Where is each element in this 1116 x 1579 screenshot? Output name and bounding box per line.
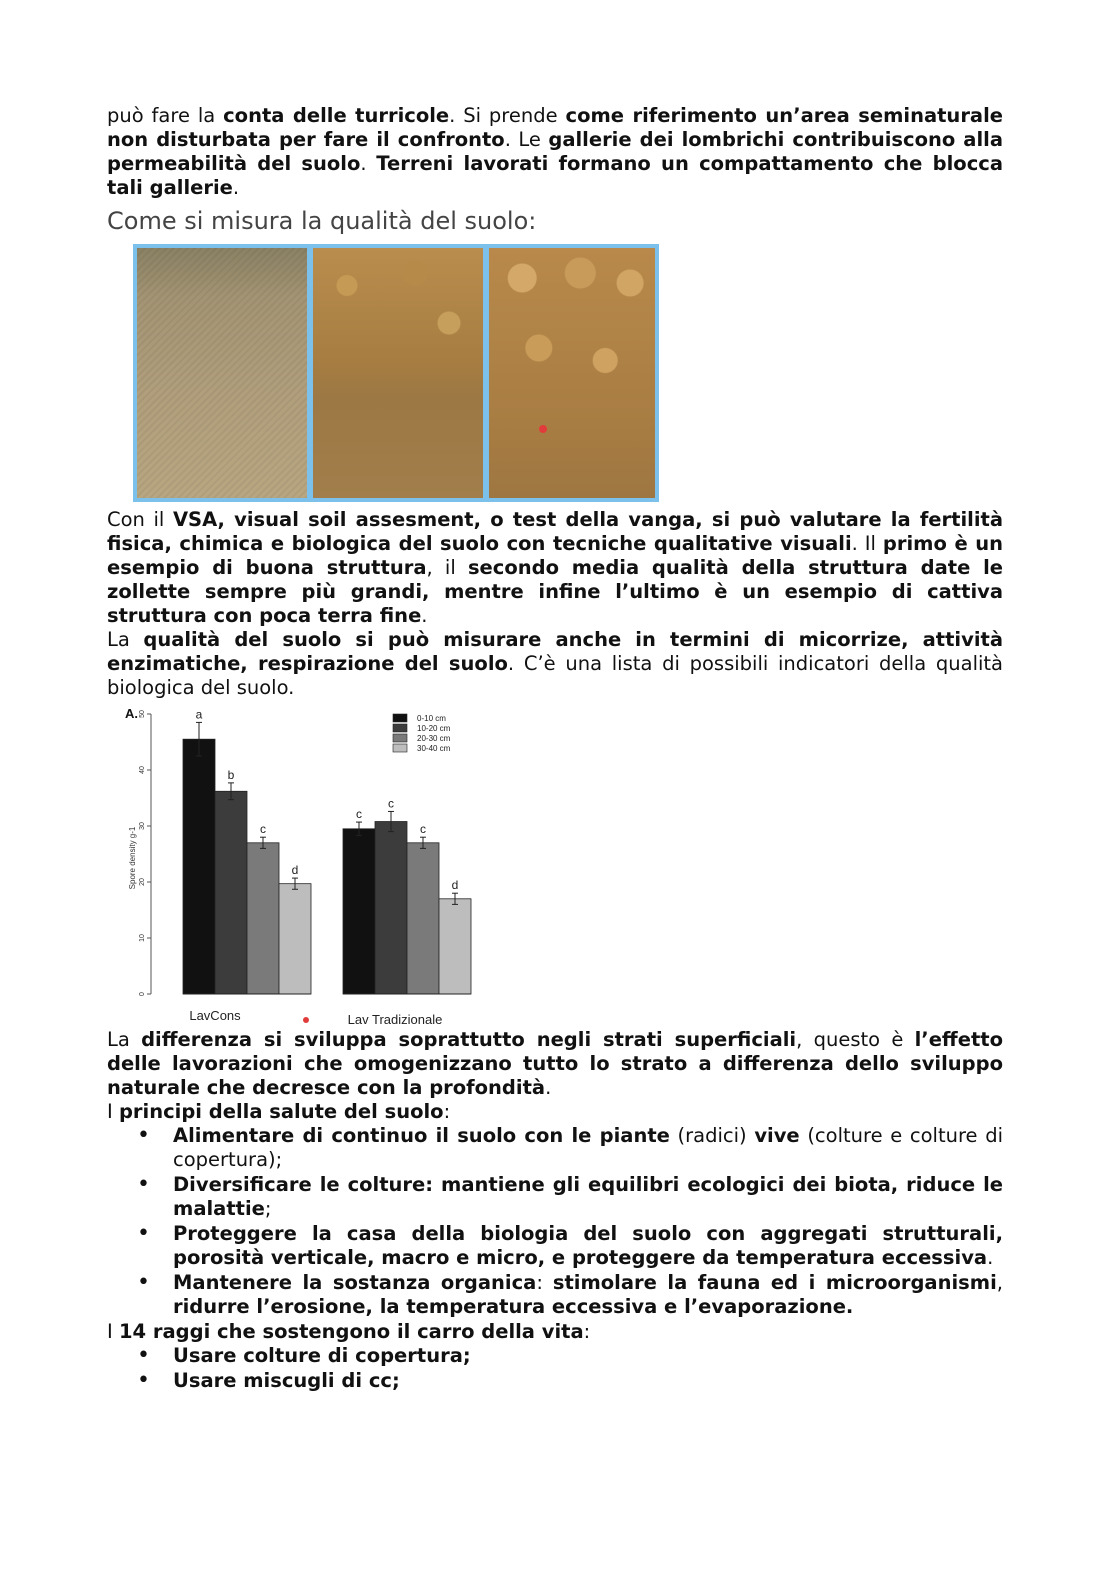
bold-run: Alimentare di continuo il suolo con le piante: [173, 1124, 670, 1147]
rays-list: [107, 1344, 1003, 1393]
bold-run: Usare colture di copertura;: [173, 1344, 471, 1367]
bar: [215, 791, 247, 994]
text-run: può fare la: [107, 104, 224, 127]
text-run: .: [421, 604, 428, 627]
text-run: .: [232, 176, 240, 199]
bold-run: Usare miscugli di cc;: [173, 1369, 400, 1392]
bold-run: VSA, visual soil assesment, o test della vanga, si può valutare la fertilità fisica, chimica e biologica del suolo con tecniche qualitative visuali: [107, 508, 1004, 555]
bold-run: l’effetto delle lavorazioni che omogenizzano tutto lo strato a differenza dello sviluppo naturale che decresce con la profondità: [107, 1028, 1003, 1099]
principles-list: [107, 1124, 1003, 1319]
list-item: [107, 1124, 1003, 1172]
bold-run: primo è un esempio di buona struttura: [107, 532, 1003, 579]
chart-svg: [117, 702, 489, 1028]
text-run: La: [107, 1028, 142, 1051]
text-run: . Le: [504, 128, 549, 151]
paragraph-raggi: [107, 1320, 1003, 1344]
y-tick-label: 0: [139, 992, 146, 996]
text-run: . Si prende: [449, 104, 566, 127]
paragraph-vsa: [107, 508, 1003, 628]
category-label-lavcons: LavCons: [189, 1008, 241, 1023]
text-run: (radici): [669, 1124, 755, 1147]
y-tick-label: 50: [139, 710, 146, 718]
paragraph-turricole: [107, 104, 1003, 200]
list-item: [107, 1369, 1003, 1393]
paragraph-micorrize: [107, 628, 1003, 700]
text-run: :: [536, 1271, 553, 1294]
legend-label: 20-30 cm: [417, 734, 451, 743]
bar: [183, 739, 215, 994]
text-run: , questo è: [796, 1028, 915, 1051]
text-run: .: [360, 152, 377, 175]
bold-run: 14 raggi che sostengono il carro della vita: [118, 1320, 584, 1343]
text-run: . C’è una lista di possibili indicatori della qualità biologica del suolo.: [107, 652, 1004, 699]
bold-run: Proteggere la casa della biologia del suolo con aggregati strutturali, porosità verticale, macro e micro, e proteggere da temperatura eccessiva: [173, 1222, 1003, 1269]
y-axis-label: Spore density g-1: [128, 826, 137, 890]
bar: [343, 829, 375, 994]
bold-run: ridurre l’erosione, la temperatura eccessiva e l’evaporazione.: [173, 1295, 854, 1318]
bold-run: gallerie dei lombrichi contribuiscono alla permeabilità del suolo: [107, 128, 1003, 175]
list-item: [107, 1222, 1003, 1270]
y-tick-label: 20: [139, 878, 146, 886]
text-run: ,: [996, 1271, 1003, 1294]
spore-density-chart: [117, 702, 489, 1028]
bold-run: principi della salute del suolo: [118, 1100, 444, 1123]
bold-run: come riferimento un’area seminaturale non disturbata per fare il confronto: [107, 104, 1004, 151]
soil-sample-good: [133, 244, 311, 502]
legend-swatch: [393, 714, 407, 722]
bold-run: secondo media qualità della struttura date le zollette sempre più grandi, mentre infine l’ultimo è un esempio di cattiva struttura con poca terra fine: [107, 556, 1004, 627]
bold-run: differenza si sviluppa soprattutto negli strati superficiali: [141, 1028, 797, 1051]
significance-letter: c: [260, 822, 266, 837]
bold-run: Mantenere la sostanza organica: [173, 1271, 537, 1294]
significance-letter: d: [451, 878, 459, 893]
bar: [279, 884, 311, 994]
bar: [439, 899, 471, 994]
y-tick-label: 10: [139, 934, 146, 942]
text-run: .: [545, 1076, 552, 1099]
legend-swatch: [393, 734, 407, 742]
text-run: La: [107, 628, 144, 651]
significance-letter: b: [227, 767, 235, 782]
text-run: Con il: [107, 508, 173, 531]
bar: [407, 843, 439, 994]
bar: [247, 843, 279, 994]
soil-samples-figure: [133, 244, 659, 506]
legend-label: 10-20 cm: [417, 724, 451, 733]
text-run: . Il: [851, 532, 883, 555]
marker-dot: [303, 1017, 309, 1023]
y-tick-label: 40: [139, 766, 146, 774]
list-item: [107, 1173, 1003, 1221]
significance-letter: a: [195, 707, 203, 722]
legend-swatch: [393, 724, 407, 732]
significance-letter: c: [356, 807, 362, 822]
significance-letter: c: [388, 796, 394, 811]
legend-swatch: [393, 744, 407, 752]
bold-run: stimolare la fauna ed i microorganismi: [552, 1271, 997, 1294]
section-heading: Come si misura la qualità del suolo:: [107, 207, 537, 235]
bold-run: conta delle turricole: [223, 104, 450, 127]
text-run: :: [443, 1100, 451, 1123]
bold-run: vive: [754, 1124, 800, 1147]
text-run: ;: [264, 1197, 272, 1220]
text-run: .: [987, 1246, 994, 1269]
bold-run: qualità del suolo si può misurare anche in termini di micorrize, attività enzimatiche, respirazione del suolo: [107, 628, 1003, 675]
significance-letter: d: [291, 863, 299, 878]
text-run: :: [583, 1320, 591, 1343]
y-ticks: [139, 710, 151, 996]
bar: [375, 822, 407, 994]
text-run: , il: [426, 556, 468, 579]
soil-sample-poor: [485, 244, 659, 502]
legend: [393, 714, 451, 753]
soil-sample-medium: [309, 244, 487, 502]
bold-run: Terreni lavorati formano un compattamento che blocca tali gallerie: [107, 152, 1003, 199]
y-tick-label: 30: [139, 822, 146, 830]
category-label-lavtrad: Lav Tradizionale: [347, 1012, 443, 1027]
list-item: [107, 1271, 1003, 1319]
paragraph-differenza: [107, 1028, 1003, 1100]
text-run: I: [107, 1100, 119, 1123]
paragraph-principi: [107, 1100, 1003, 1124]
legend-label: 0-10 cm: [417, 714, 446, 723]
significance-letter: c: [420, 822, 426, 837]
document-page: [107, 104, 1003, 1394]
text-run: I: [107, 1320, 119, 1343]
marker-dot: [539, 425, 547, 433]
text-run: (colture e colture di copertura);: [173, 1124, 1004, 1171]
bold-run: Diversificare le colture: mantiene gli equilibri ecologici dei biota, riduce le malattie: [173, 1173, 1003, 1220]
panel-label: A.: [125, 706, 138, 721]
list-item: [107, 1344, 1003, 1368]
legend-label: 30-40 cm: [417, 744, 451, 753]
